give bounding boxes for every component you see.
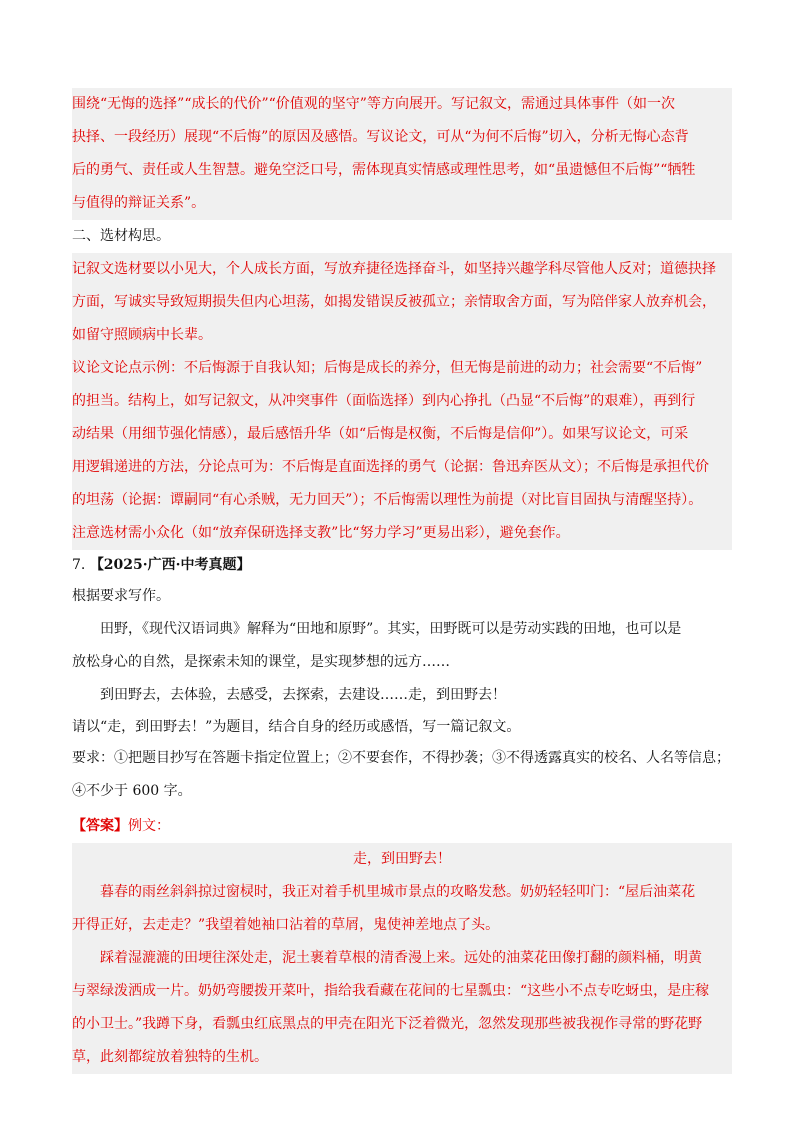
answer-label-line <box>72 810 732 843</box>
sample-essay <box>72 843 732 1074</box>
text-line: 围绕“无悔的选择”“成长的代价”“价值观的坚守”等方向展开。写记叙文，需通过具体事件（如一次 <box>72 96 675 112</box>
answer-label: 【答案】 <box>72 818 128 834</box>
question-source: 【2025·广西·中考真题】 <box>89 557 251 573</box>
text-line: 方面，写诚实导致短期损失但内心坦荡，如揭发错误反被孤立；亲情取舍方面，写为陪伴家人放弃机会， <box>72 294 716 310</box>
question-header <box>72 550 732 580</box>
text-line: 用逻辑递进的方法，分论点可为：不后悔是直面选择的勇气（论据：鲁迅弃医从文）；不后悔是承担代价 <box>72 459 709 475</box>
text-line: 如留守照顾病中长辈。 <box>72 327 212 343</box>
argument-paragraph <box>72 352 732 550</box>
text-line: 开得正好，去走走？”我望着她袖口沾着的草屑，鬼使神差地点了头。 <box>72 917 500 933</box>
analysis-paragraph-1 <box>72 88 732 220</box>
text-line: 踩着湿漉漉的田埂往深处走，泥土裹着草根的清香漫上来。远处的油菜花田像打翻的颜料桶，明黄 <box>100 950 702 966</box>
text-line: 的坦荡（论据：谭嗣同“有心杀贼，无力回天”）；不后悔需以理性为前提（对比盲目固执与清醒坚持）。 <box>72 492 703 508</box>
section-heading-2: 二、选材构思。 <box>72 228 170 244</box>
essay-title: 走，到田野去！ <box>353 851 451 867</box>
text-line: 与值得的辩证关系”。 <box>72 195 206 211</box>
text-line: 抉择、一段经历）展现“不后悔”的原因及感悟。写议论文，可从“为何不后悔”切入，分析无悔心态背 <box>72 129 689 145</box>
question-number: 7. <box>72 557 86 573</box>
text-line: 暮春的雨丝斜斜掠过窗棂时，我正对着手机里城市景点的攻略发愁。奶奶轻轻叩门：“屋后油菜花 <box>100 884 696 900</box>
text-line: 与翠绿泼洒成一片。奶奶弯腰拨开菜叶，指给我看藏在花间的七星瓢虫：“这些小不点专吃蚜虫，是庄稼 <box>72 983 710 999</box>
text-line: 注意选材需小众化（如“放弃保研选择支教”比“努力学习”更易出彩），避免套作。 <box>72 525 570 541</box>
text-line: 到田野去，去体验，去感受，去探索，去建设……走，到田野去！ <box>100 687 506 703</box>
text-line: 草，此刻都绽放着独特的生机。 <box>72 1049 268 1065</box>
material-selection-paragraph <box>72 253 732 352</box>
document-page <box>72 88 732 1074</box>
text-line: 放松身心的自然，是探索未知的课堂，是实现梦想的远方…… <box>72 654 450 670</box>
text-line: 的担当。结构上，如写记叙文，从冲突事件（面临选择）到内心挣扎（凸显“不后悔”的艰难），再到行 <box>72 393 696 409</box>
text-line: ④不少于 600 字。 <box>72 783 192 799</box>
question-instruction: 根据要求写作。 <box>72 588 170 604</box>
question-requirements <box>72 742 732 808</box>
question-material <box>72 613 732 712</box>
text-line: 记叙文选材要以小见大，个人成长方面，写放弃捷径选择奋斗，如坚持兴趣学科尽管他人反对；道德抉择 <box>72 261 716 277</box>
text-line: 议论文论点示例：不后悔源于自我认知；后悔是成长的养分，但无悔是前进的动力；社会需要“不后悔” <box>72 360 703 376</box>
question-prompt: 请以“走，到田野去！”为题目，结合自身的经历或感悟，写一篇记叙文。 <box>72 719 521 735</box>
text-line: 的小卫士。”我蹲下身，看瓢虫红底黑点的甲壳在阳光下泛着微光，忽然发现那些被我视作寻常的野花野 <box>72 1016 703 1032</box>
answer-label-suffix: 例文： <box>128 818 170 834</box>
text-line: 后的勇气、责任或人生智慧。避免空泛口号，需体现真实情感或理性思考，如“虽遗憾但不后悔”“牺牲 <box>72 162 696 178</box>
text-line: 田野，《现代汉语词典》解释为“田地和原野”。其实，田野既可以是劳动实践的田地，也可以是 <box>100 621 682 637</box>
text-line: 要求：①把题目抄写在答题卡指定位置上；②不要套作，不得抄袭；③不得透露真实的校名、人名等信息； <box>72 750 730 766</box>
text-line: 动结果（用细节强化情感），最后感悟升华（如“后悔是权衡，不后悔是信仰”）。如果写议论文，可采 <box>72 426 689 442</box>
